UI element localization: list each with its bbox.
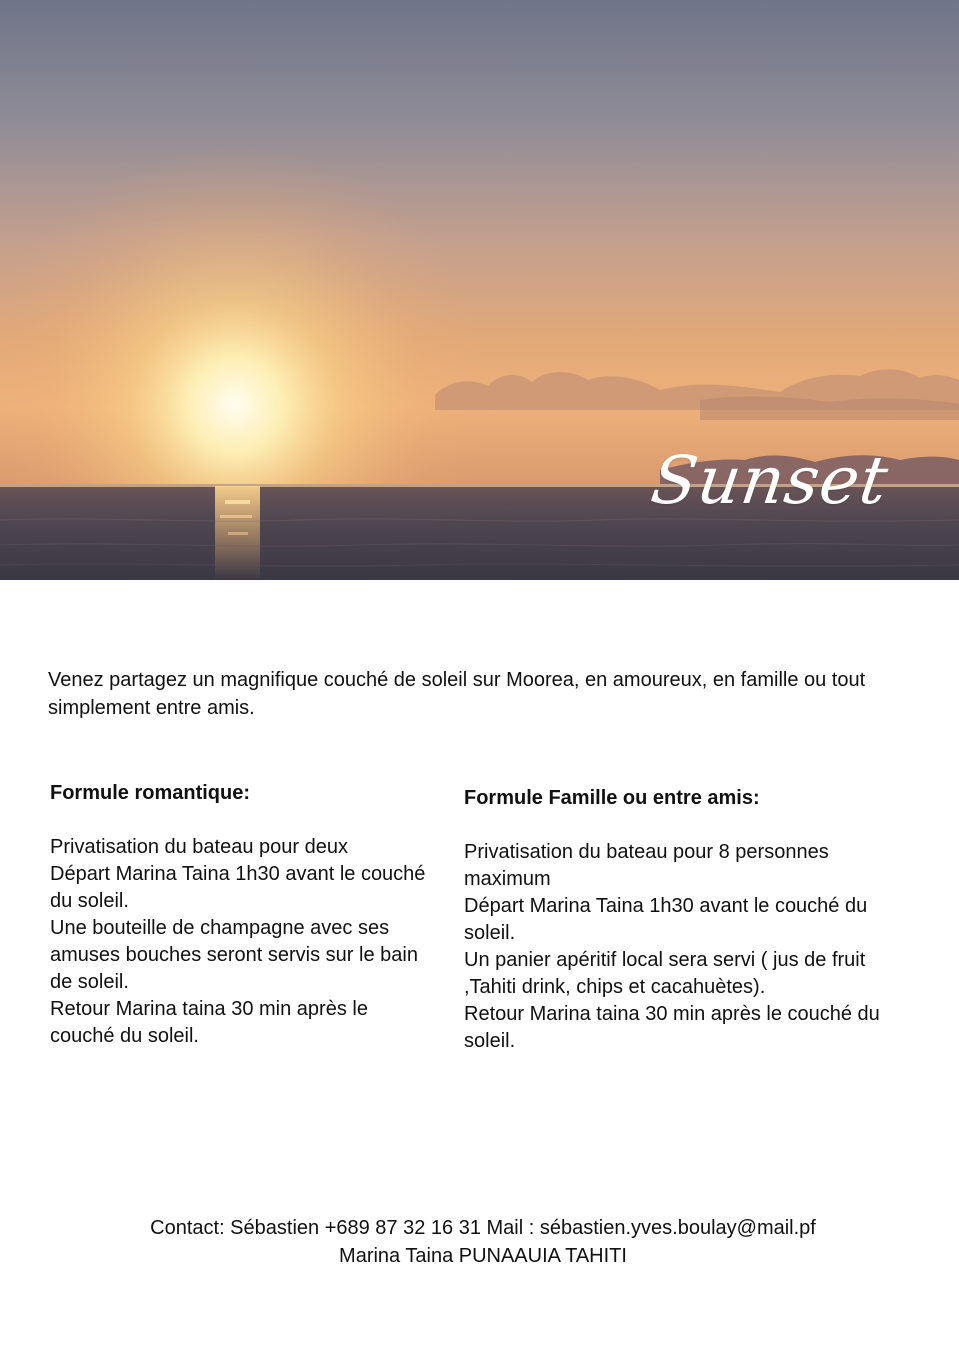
- formule-line: Un panier apéritif local sera servi ( jus de fruit ,Tahiti drink, chips et cacahuètes).: [464, 949, 866, 998]
- formule-line: Départ Marina Taina 1h30 avant le couché du soleil.: [464, 895, 868, 944]
- formule-line: Retour Marina taina 30 min après le couché du soleil.: [50, 998, 368, 1047]
- hero-sunset-photo: [0, 0, 959, 580]
- formule-line: Retour Marina taina 30 min après le couché du soleil.: [464, 1003, 880, 1052]
- formule-famille: [464, 785, 914, 1055]
- formule-line: Une bouteille de champagne avec ses amuses bouches seront servis sur le bain de soleil.: [50, 917, 418, 993]
- formule-famille-title: Formule Famille ou entre amis:: [464, 787, 760, 809]
- address-line: Marina Taina PUNAAUIA TAHITI: [339, 1245, 627, 1267]
- contact-block: [0, 1214, 959, 1270]
- hero-title: Sunset: [646, 442, 894, 519]
- formule-line: Départ Marina Taina 1h30 avant le couché du soleil.: [50, 863, 426, 912]
- formule-line: Privatisation du bateau pour 8 personnes maximum: [464, 841, 829, 890]
- formule-romantique-title: Formule romantique:: [50, 782, 251, 804]
- formule-romantique: [50, 780, 430, 1050]
- contact-line: Contact: Sébastien +689 87 32 16 31 Mail : sébastien.yves.boulay@mail.pf: [150, 1217, 816, 1239]
- intro-paragraph: Venez partagez un magnifique couché de soleil sur Moorea, en amoureux, en famille ou tout simplement entre amis.: [48, 669, 866, 719]
- formule-line: Privatisation du bateau pour deux: [50, 836, 348, 858]
